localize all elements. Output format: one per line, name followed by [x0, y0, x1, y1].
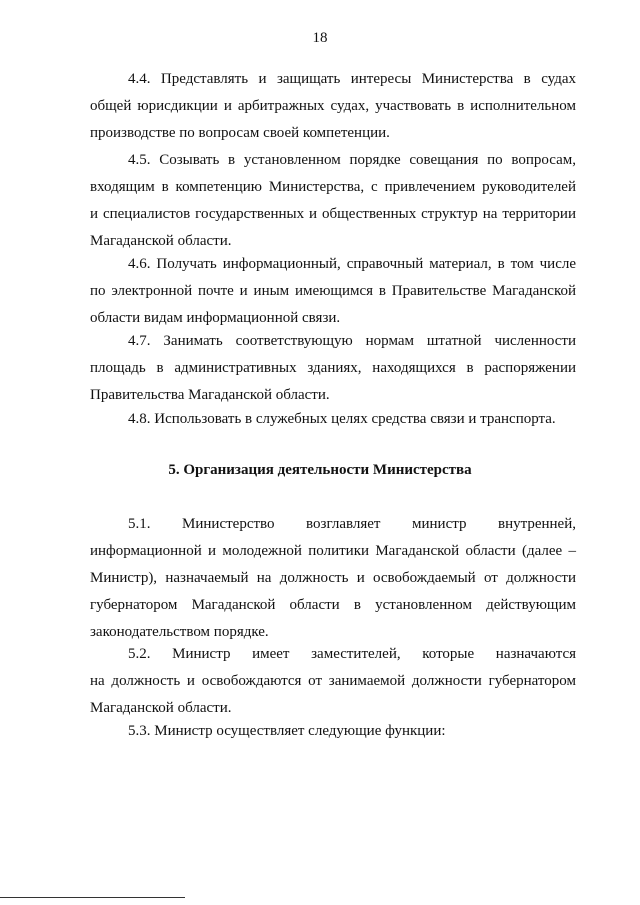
text-line: входящим в компетенцию Министерства, с привлечением руководителей: [90, 179, 576, 195]
paragraph-5-3: [90, 718, 576, 745]
text-line: 4.7. Занимать соответствующую нормам штатной численности: [128, 333, 576, 349]
text-line: и специалистов государственных и общественных структур на территории: [90, 206, 576, 222]
text-line: производстве по вопросам своей компетенции.: [90, 125, 390, 141]
page-number: 18: [312, 30, 328, 46]
text-line: 5.2. Министр имеет заместителей, которые назначаются: [128, 646, 576, 662]
text-line: 5.1. Министерство возглавляет министр внутренней,: [128, 516, 576, 532]
text-line: законодательством порядке.: [90, 624, 269, 640]
text-line: губернатором Магаданской области в установленном действующим: [90, 597, 576, 613]
paragraph-4-6: [90, 251, 576, 332]
text-line: Магаданской области.: [90, 233, 232, 249]
text-line: Министр), назначаемый на должность и освобождаемый от должности: [90, 570, 576, 586]
text-line: 5.3. Министр осуществляет следующие функции:: [128, 723, 446, 739]
paragraph-5-2: [90, 641, 576, 722]
paragraph-4-8: [90, 406, 576, 433]
paragraph-4-4: [90, 66, 576, 147]
footer-divider: [0, 897, 185, 898]
text-line: 4.6. Получать информационный, справочный материал, в том числе: [128, 256, 576, 272]
section-heading: 5. Организация деятельности Министерства: [168, 462, 472, 478]
text-line: 4.4. Представлять и защищать интересы Министерства в судах: [128, 71, 576, 87]
text-line: общей юрисдикции и арбитражных судах, участвовать в исполнительном: [90, 98, 576, 114]
text-line: Магаданской области.: [90, 700, 232, 716]
paragraph-4-7: [90, 328, 576, 409]
text-line: площадь в административных зданиях, находящихся в распоряжении: [90, 360, 576, 376]
text-line: Правительства Магаданской области.: [90, 387, 330, 403]
text-line: области видам информационной связи.: [90, 310, 341, 326]
text-line: по электронной почте и иным имеющимся в Правительстве Магаданской: [90, 283, 576, 299]
paragraph-5-1: [90, 511, 576, 646]
text-line: 4.5. Созывать в установленном порядке совещания по вопросам,: [128, 152, 576, 168]
text-line: на должность и освобождаются от занимаемой должности губернатором: [90, 673, 576, 689]
text-line: 4.8. Использовать в служебных целях средства связи и транспорта.: [128, 411, 556, 427]
text-line: информационной и молодежной политики Магаданской области (далее –: [90, 543, 576, 559]
paragraph-4-5: [90, 147, 576, 255]
